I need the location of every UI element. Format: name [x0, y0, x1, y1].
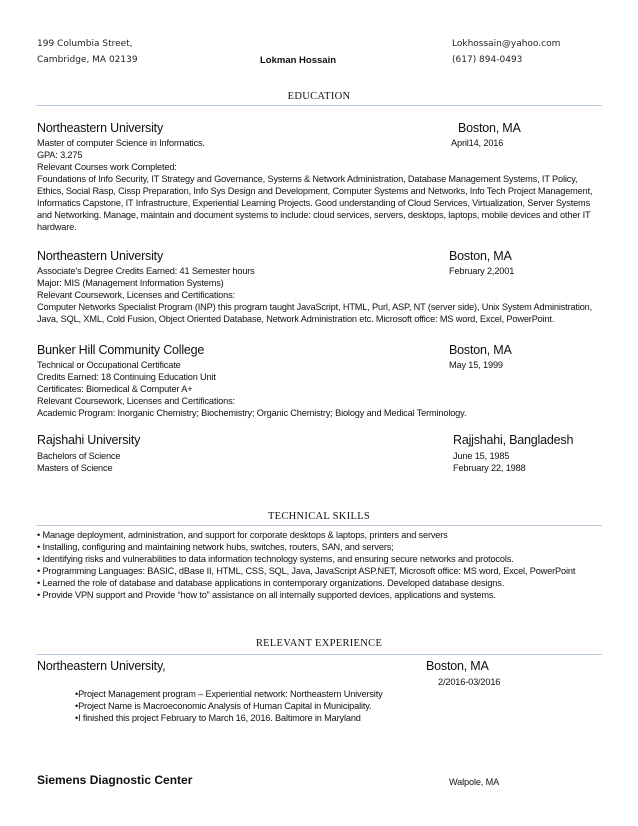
education-date: May 15, 1999 — [449, 360, 503, 370]
education-date: April14, 2016 — [451, 138, 504, 148]
employer-location: Walpole, MA — [449, 777, 500, 787]
employer-name: Siemens Diagnostic Center — [37, 773, 193, 787]
skill-item: • Manage deployment, administration, and support for corporate desktops & laptops, printers and servers — [37, 530, 448, 540]
institution-name: Northeastern University — [37, 249, 164, 263]
institution-location: Boston, MA — [449, 343, 512, 357]
section-title-experience: RELEVANT EXPERIENCE — [255, 638, 383, 649]
education-details — [37, 359, 607, 419]
degree-line: Bachelors of Science — [37, 451, 121, 461]
courses-heading: Relevant Courses work Completed: — [37, 162, 177, 172]
institution-name: Rajshahi University — [37, 433, 141, 447]
section-title-skills: TECHNICAL SKILLS — [267, 511, 371, 522]
skill-item: • Installing, configuring and maintaining network hubs, switches, routers, SAN, and servers; — [37, 542, 394, 552]
degree-line: Master of computer Science in Informatics. — [37, 138, 205, 148]
credits-line: Credits Earned: 18 Continuing Education Unit — [37, 372, 216, 382]
courses-line: hardware. — [37, 222, 77, 232]
skill-item: • Provide VPN support and Provide “how to” assistance on all internally supported devices, applications and systems. — [37, 590, 496, 600]
coursework-heading: Relevant Coursework, Licenses and Certifications: — [37, 396, 235, 406]
degree-line: Associate's Degree Credits Earned: 41 Semester hours — [37, 266, 255, 276]
major-line: Major: MIS (Management Information Systems) — [37, 278, 224, 288]
section-divider — [36, 525, 602, 526]
city-state-zip: Cambridge, MA 02139 — [37, 55, 138, 65]
experience-bullet: •Project Management program – Experiential network: Northeastern University — [75, 689, 383, 699]
education-date: February 2,2001 — [449, 266, 515, 276]
section-divider — [36, 654, 602, 655]
education-date: February 22, 1988 — [453, 463, 526, 473]
street-address: 199 Columbia Street, — [37, 39, 133, 49]
skills-list — [37, 529, 607, 601]
education-details — [37, 137, 607, 233]
gpa-line: GPA: 3.275 — [37, 150, 83, 160]
phone-number: (617) 894-0493 — [452, 55, 523, 65]
section-divider — [36, 105, 602, 106]
courses-line: and Networking. Manage, maintain and document systems to include: cloud services, servers, desktops, laptops, mobile devices and other IT — [37, 210, 591, 220]
education-details — [37, 265, 607, 325]
skill-item: • Identifying risks and vulnerabilities to data information technology systems, and ensuring secure networks and protocols. — [37, 554, 514, 564]
candidate-name: Lokman Hossain — [260, 55, 337, 66]
coursework-line: Computer Networks Specialist Program (INP) this program taught JavaScript, HTML, Purl, ASP, NT (server side), Unix System Administration, — [37, 302, 593, 312]
institution-location: Rajjshahi, Bangladesh — [453, 433, 574, 447]
coursework-line: Java, SQL, XML, Cold Fusion, Object Oriented Database, Network Administration etc. Microsoft office: MS word, Excel, PowerPoint. — [37, 314, 555, 324]
experience-bullets — [75, 688, 638, 724]
employer-name: Northeastern University, — [37, 659, 166, 673]
employment-dates: 2/2016-03/2016 — [438, 677, 501, 687]
certificates-line: Certificates: Biomedical & Computer A+ — [37, 384, 193, 394]
skill-item: • Learned the role of database and database applications in contemporary organizations. Developed database designs. — [37, 578, 505, 588]
section-title-education: EDUCATION — [287, 91, 351, 102]
institution-location: Boston, MA — [458, 121, 521, 135]
degree-line: Masters of Science — [37, 463, 113, 473]
experience-bullet: •I finished this project February to March 16, 2016. Baltimore in Maryland — [75, 713, 361, 723]
certificate-line: Technical or Occupational Certificate — [37, 360, 181, 370]
institution-name: Northeastern University — [37, 121, 164, 135]
skill-item: • Programming Languages: BASIC, dBase II, HTML, CSS, SQL, Java, JavaScript ASP.NET, Microsoft office: MS word, Excel, PowerPoint — [37, 566, 576, 576]
courses-line: Foundations of Info Security, IT Strategy and Governance, Systems & Network Administration, Database Management Systems, IT Policy, — [37, 174, 578, 184]
education-date: June 15, 1985 — [453, 451, 510, 461]
courses-line: Ethics, Social Rasp, Cissp Preparation, Info Sys Design and Development, Computer Systems and Networks, Info Tech Project Management, — [37, 186, 593, 196]
institution-location: Boston, MA — [449, 249, 512, 263]
institution-name: Bunker Hill Community College — [37, 343, 205, 357]
courses-line: Informatics Capstone, IT Infrastructure, Experiential Learning Projects. Good understanding of Cloud Services, Virtualization, Server Systems — [37, 198, 591, 208]
coursework-heading: Relevant Coursework, Licenses and Certifications: — [37, 290, 235, 300]
academic-program-line: Academic Program: Inorganic Chemistry; Biochemistry; Organic Chemistry; Biology and Medical Terminology. — [37, 408, 467, 418]
email-address[interactable]: Lokhossain@yahoo.com — [452, 39, 561, 49]
employer-location: Boston, MA — [426, 659, 489, 673]
experience-bullet: •Project Name is Macroeconomic Analysis of Human Capital in Municipality. — [75, 701, 372, 711]
